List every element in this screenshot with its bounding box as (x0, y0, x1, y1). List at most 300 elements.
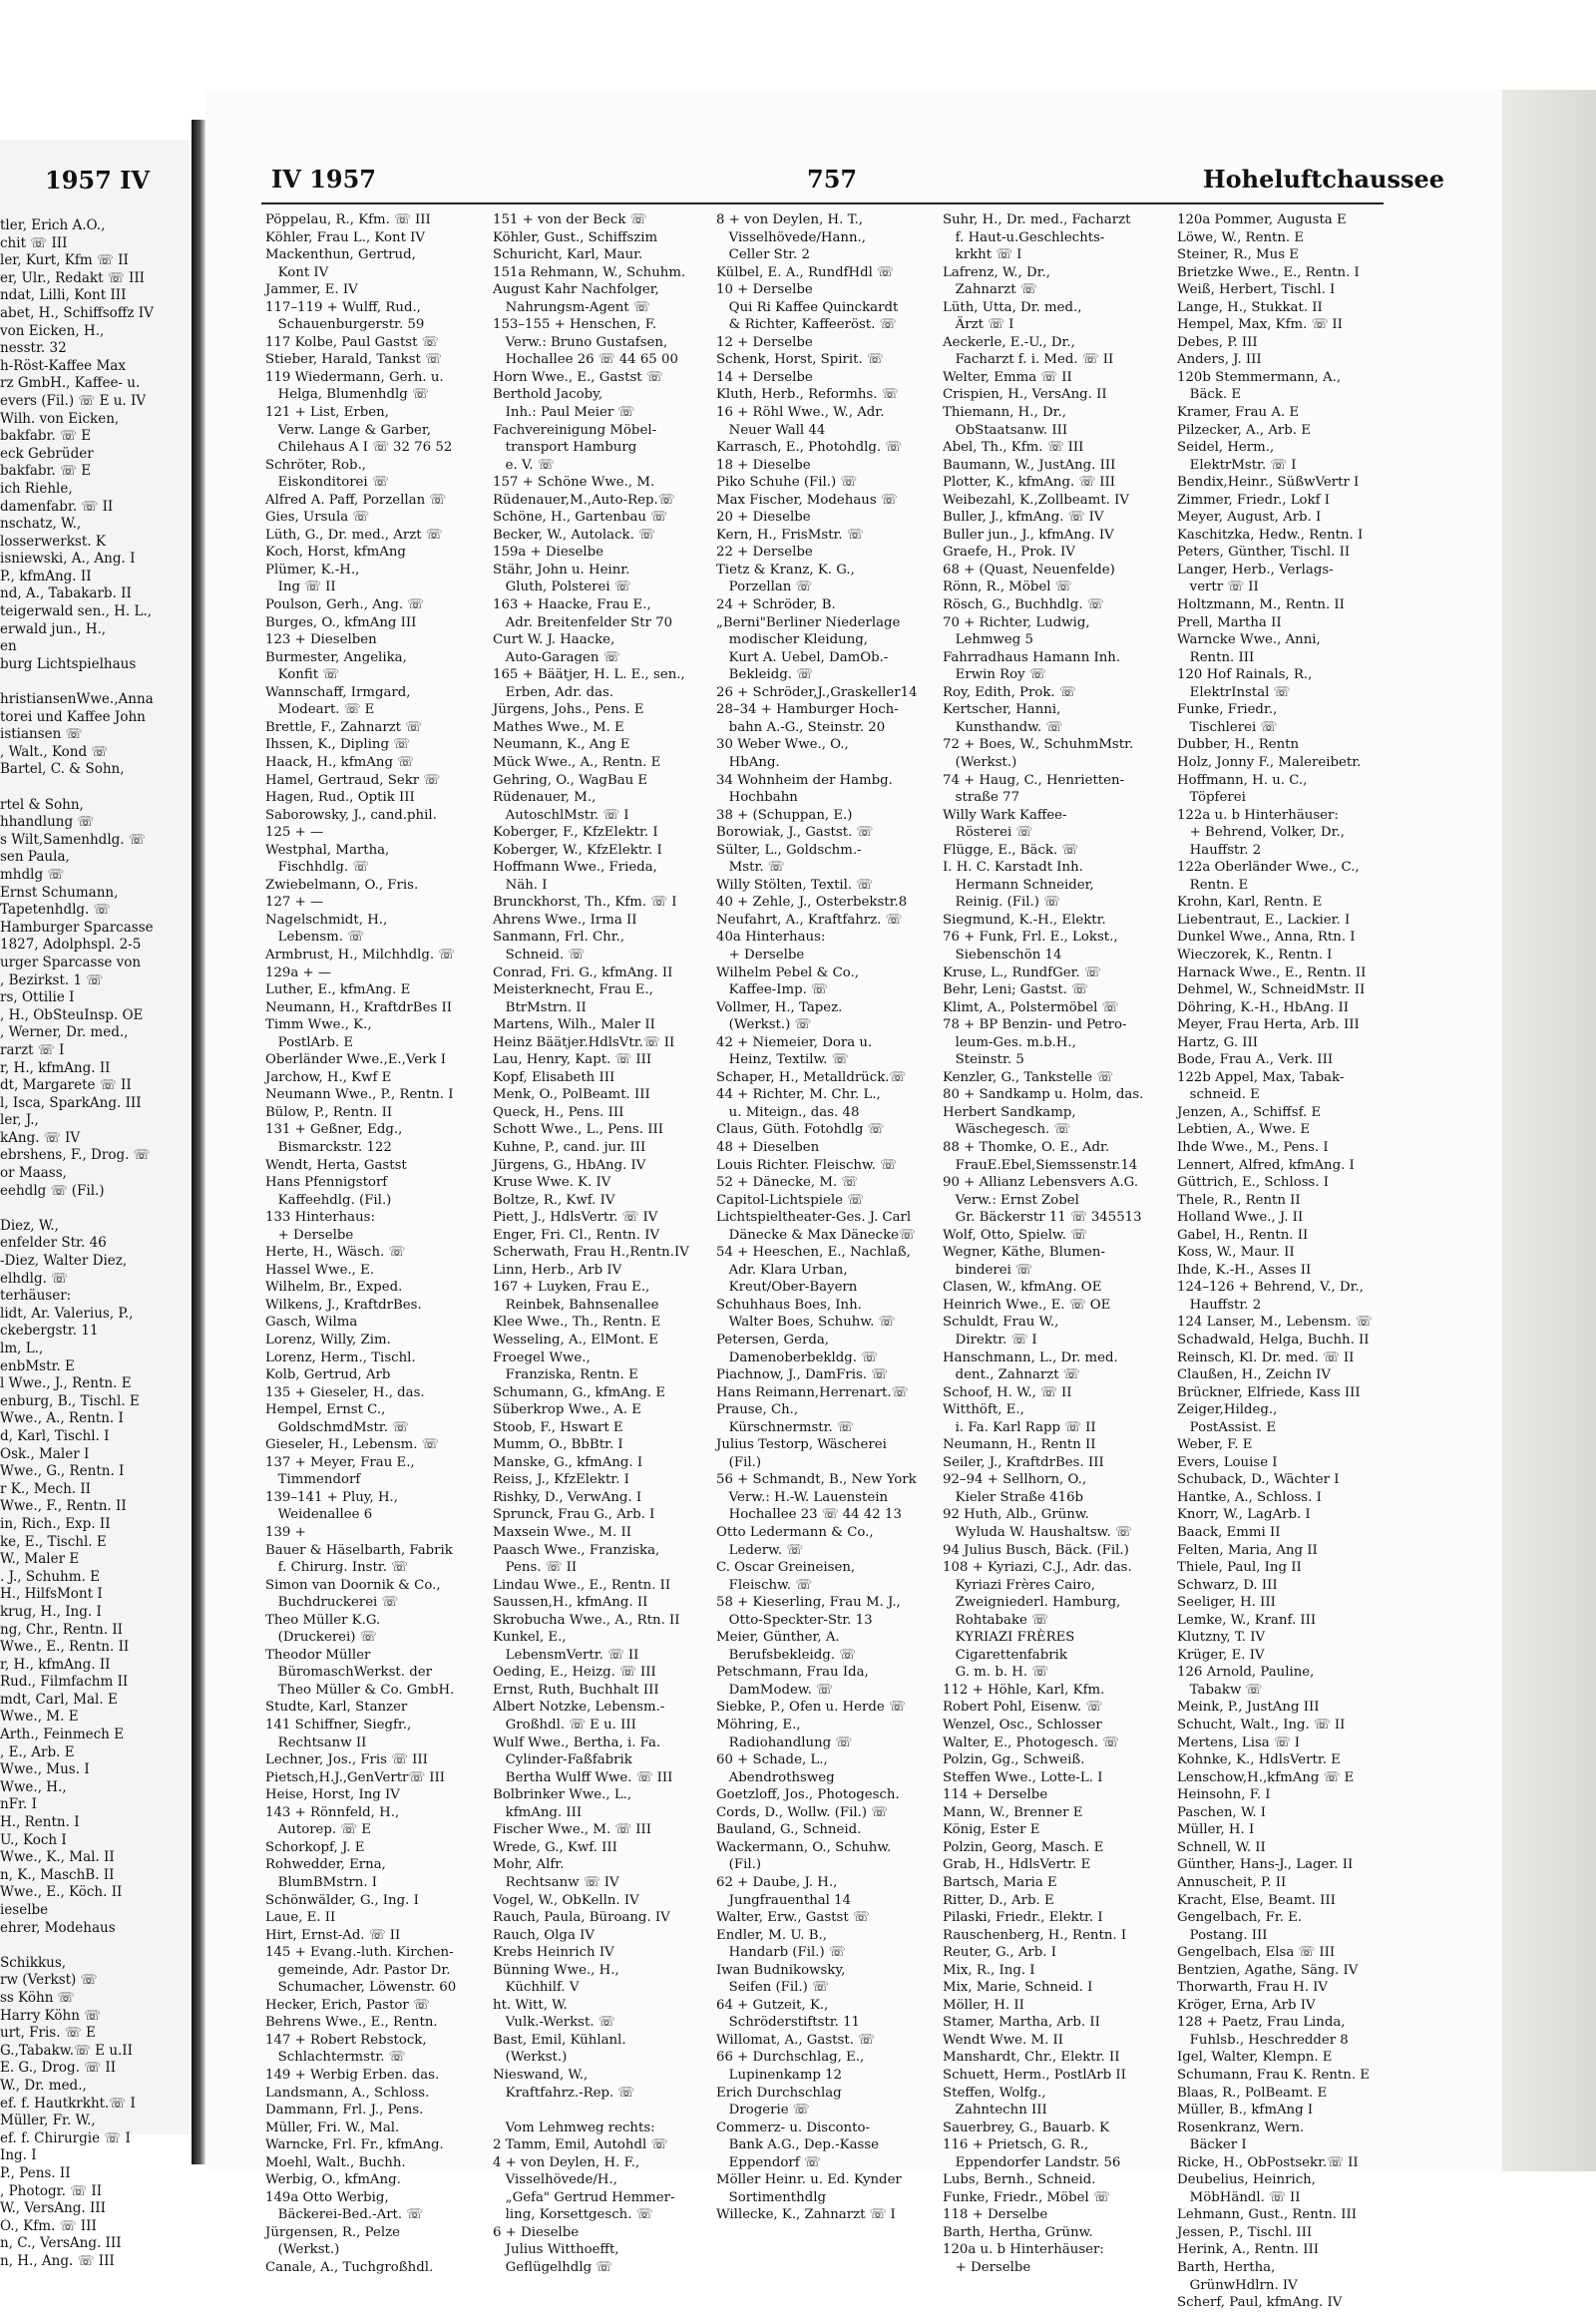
directory-entry-line: 78 + BP Benzin- und Petro- (943, 1017, 1127, 1033)
directory-entry-line: Max Fischer, Modehaus ☏ (716, 492, 898, 508)
left-entry-line: , Werner, Dr. med., (0, 1024, 129, 1041)
left-entry-line: lm, L., (0, 1341, 44, 1356)
left-entry-line: rtel & Sohn, (0, 796, 84, 813)
left-entry-line: lidt, Ar. Valerius, P., (0, 1305, 134, 1322)
directory-entry-line: Willy Stölten, Textil. ☏ (716, 877, 874, 893)
directory-entry-line: Vom Lehmweg rechts: (493, 2119, 655, 2135)
directory-entry-line: Mix, Marie, Schneid. I (943, 1980, 1093, 1996)
directory-entry-line: Pietsch,H.J.,GenVertr☏ III (265, 1769, 446, 1785)
directory-entry-line: Scherwath, Frau H.,Rentn.IV (493, 1245, 689, 1261)
left-entry-line: bakfabr. ☏ E (0, 428, 92, 445)
directory-entry-line: 120a u. b Hinterhäuser: (943, 2242, 1104, 2258)
directory-entry-line: Siebke, P., Ofen u. Herde ☏ (716, 1700, 906, 1716)
directory-entry-line: Süberkrop Wwe., A. E (493, 1402, 641, 1418)
directory-entry-line: Kaffeehdlg. (Fil.) (265, 1192, 392, 1208)
directory-entry-line: Handarb (Fil.) ☏ (716, 1945, 846, 1961)
directory-entry-line: Neumann, K., Ang E (493, 737, 630, 753)
left-entry-line: bakfabr. ☏ E (0, 463, 92, 480)
directory-entry-line: 149 + Werbig Erben. das. (265, 2067, 440, 2083)
left-entry-line: r, H., kfmAng. II (0, 1656, 111, 1673)
directory-entry-line: Paschen, W. I (1177, 1804, 1267, 1820)
directory-entry-line: Rohwedder, Erna, (265, 1857, 386, 1873)
directory-entry-line: 123 + Dieselben (265, 632, 377, 648)
directory-entry-line: Burmester, Angelika, (265, 649, 407, 665)
directory-entry-line: + Derselbe (943, 2259, 1031, 2275)
directory-entry-line: „Berni"Berliner Niederlage (716, 614, 901, 630)
directory-entry-line: Ernst, Ruth, Buchhalt III (493, 1682, 659, 1698)
directory-entry-line: 90 + Allianz Lebensvers A.G. (943, 1175, 1139, 1191)
directory-entry-line: Lüth, G., Dr. med., Arzt ☏ (265, 527, 443, 543)
directory-entry-line: Bülow, P., Rentn. II (265, 1104, 393, 1120)
directory-entry-line: ling, Korsettgesch. ☏ (493, 2207, 653, 2223)
directory-entry-line: + Derselbe (716, 947, 805, 963)
directory-entry-line: Damenoberbekldg. ☏ (716, 1349, 878, 1365)
directory-entry-line: Moehl, Walt., Buchh. (265, 2154, 406, 2170)
left-entry-line (0, 673, 190, 691)
directory-entry-line: Dehmel, W., SchneidMstr. II (1177, 982, 1366, 998)
directory-entry-line: Hochallee 26 ☏ 44 65 00 (493, 352, 678, 368)
directory-entry-line: Bertha Wulff Wwe. ☏ III (493, 1769, 673, 1785)
left-entry-line: eehdlg ☏ (Fil.) (0, 1182, 105, 1199)
directory-entry-line: Sprunck, Frau G., Arb. I (493, 1507, 655, 1523)
directory-entry-line: Burges, O., kfmAng III (265, 614, 417, 630)
directory-entry-line: Saborowsky, J., cand.phil. (265, 807, 437, 823)
directory-entry-line: Koberger, F., KfzElektr. I (493, 825, 658, 841)
directory-entry-line: Gengelbach, Elsa ☏ III (1177, 1945, 1336, 1961)
directory-entry-line: BüromaschWerkst. der (265, 1665, 432, 1681)
directory-entry-line: Vulk.-Werkst. ☏ (493, 2015, 615, 2031)
book-gutter (192, 120, 205, 2164)
directory-entry-line: Igel, Walter, Klempn. E (1177, 2050, 1333, 2066)
directory-entry-line: Mück Wwe., A., Rentn. E (493, 754, 661, 770)
left-entry-line: l Wwe., J., Rentn. E (0, 1375, 132, 1392)
directory-entry-line: G. m. b. H. ☏ (943, 1665, 1048, 1681)
directory-entry-line: (Fil.) (716, 1857, 762, 1873)
directory-entry-line: 12 + Derselbe (716, 334, 813, 350)
left-entry-line: istiansen ☏ (0, 726, 83, 743)
directory-entry-line: Tabakw ☏ (1177, 1682, 1263, 1698)
left-entry-line: urt, Fris. ☏ E (0, 2025, 96, 2042)
directory-entry-line: Otto-Speckter-Str. 13 (716, 1612, 873, 1628)
directory-entry-line: Möller Heinr. u. Ed. Kynder (716, 2172, 902, 2188)
directory-entry-line: Töpferei (1177, 790, 1246, 806)
directory-entry-line: Küchhilf. V (493, 1980, 580, 1996)
directory-entry-line: Kraftfahrz.-Rep. ☏ (493, 2085, 635, 2101)
left-entry-line: Wwe., F., Rentn. II (0, 1498, 127, 1515)
directory-entry-line: Bünning Wwe., H., (493, 1962, 619, 1978)
directory-entry-line: Eiskonditorei ☏ (265, 475, 389, 491)
directory-entry-line: Berufsbekleidg. ☏ (716, 1647, 856, 1663)
directory-entry-line: Laue, E. II (265, 1910, 336, 1926)
directory-entry-line: Heinrich Wwe., E. ☏ OE (943, 1297, 1111, 1313)
directory-entry-line: Rauch, Olga IV (493, 1927, 595, 1943)
directory-entry-line: Güttrich, E., Schloss. I (1177, 1175, 1330, 1191)
directory-entry-line: Iwan Budnikowsky, (716, 1962, 846, 1978)
directory-entry-line: Ritter, D., Arb. E (943, 1892, 1054, 1908)
directory-entry-line: 118 + Derselbe (943, 2207, 1048, 2223)
directory-entry-line: leum-Ges. m.b.H., (943, 1034, 1076, 1050)
left-entry-line: tler, Erich A.O., (0, 217, 106, 233)
directory-entry-line: 76 + Funk, Frl. E., Lokst., (943, 930, 1118, 946)
directory-entry-line: 64 + Gutzeit, K., (716, 1997, 829, 2013)
directory-entry-line: Radiohandlung ☏ (716, 1734, 853, 1750)
directory-entry-line: Thele, R., Rentn II (1177, 1192, 1301, 1208)
directory-entry-line: Baumann, W., JustAng. III (943, 457, 1116, 473)
left-entry-line (0, 779, 190, 797)
directory-entry-line: 151 + von der Beck ☏ (493, 212, 647, 227)
directory-entry-line: Schwarz, D. III (1177, 1577, 1278, 1593)
directory-entry-line: Sauerbrey, G., Bauarb. K (943, 2119, 1110, 2135)
directory-entry-line: Graefe, H., Prok. IV (943, 545, 1075, 561)
left-entry-line: Harry Köhn ☏ (0, 2007, 102, 2024)
directory-entry-line: 10 + Derselbe (716, 282, 813, 298)
directory-entry-line: Willecke, K., Zahnarzt ☏ I (716, 2207, 896, 2223)
directory-entry-line: Annuscheit, P. II (1177, 1874, 1287, 1890)
directory-entry-line: MöbHändl. ☏ II (1177, 2189, 1301, 2205)
left-entry-line: evers (Fil.) ☏ E u. IV (0, 392, 147, 409)
directory-entry-line: Lau, Henry, Kapt. ☏ III (493, 1052, 652, 1068)
left-entry-line: von Eicken, H., (0, 322, 105, 339)
directory-entry-line: Schumann, Frau K. Rentn. E (1177, 2067, 1370, 2083)
left-entry-line: Müller, Fr. W., (0, 2113, 96, 2129)
directory-entry-line: Ihde Wwe., M., Pens. I (1177, 1139, 1329, 1155)
left-entry-line: . J., Schuhm. E (0, 1568, 100, 1585)
directory-entry-line: Hagen, Rud., Optik III (265, 790, 415, 806)
directory-entry-line: Rishky, D., VerwAng. I (493, 1489, 642, 1505)
directory-entry-line: Sortimenthdlg (716, 2189, 826, 2205)
directory-entry-line: Willomat, A., Gastst. ☏ (716, 2032, 875, 2048)
directory-entry-line: 58 + Kieserling, Frau M. J., (716, 1595, 901, 1611)
directory-entry-line: Eppendorf ☏ (716, 2154, 821, 2170)
directory-entry-line: Schuldt, Frau W., (943, 1315, 1059, 1331)
directory-entry-line: Westphal, Martha, (265, 842, 390, 858)
directory-entry-line: ElektrInstal ☏ (1177, 684, 1291, 700)
header-rule (261, 202, 1384, 204)
directory-entry-line: Fachvereinigung Möbel- (493, 422, 657, 438)
directory-entry-line: Brettle, F., Zahnarzt ☏ (265, 719, 422, 735)
directory-entry-line: Brunckhorst, Th., Kfm. ☏ I (493, 895, 677, 911)
directory-entry-line: Theodor Müller (265, 1647, 371, 1663)
left-entry-line: rs, Ottilie I (0, 989, 75, 1006)
directory-entry-line: Bolbrinker Wwe., L., (493, 1787, 632, 1803)
directory-entry-line: 92–94 + Sellhorn, O., (943, 1472, 1087, 1488)
directory-entry-line: Tietz & Kranz, K. G., (716, 562, 855, 578)
directory-entry-line: Gluth, Polsterei ☏ (493, 579, 631, 595)
directory-entry-line: 131 + Geßner, Edg., (265, 1122, 403, 1138)
directory-entry-line: Ärzt ☏ I (943, 317, 1014, 333)
directory-entry-line: Bismarckstr. 122 (265, 1139, 392, 1155)
directory-entry-line: Lüth, Utta, Dr. med., (943, 299, 1082, 315)
directory-entry-line: Weiß, Herbert, Tischl. I (1177, 282, 1336, 298)
directory-entry-line: Kenzler, G., Tankstelle ☏ (943, 1069, 1113, 1085)
left-page-column (0, 217, 190, 2270)
directory-entry-line: Hans Pfennigstorf (265, 1175, 388, 1191)
directory-entry-line: Wannschaff, Irmgard, (265, 684, 411, 700)
directory-entry-line: Näh. I (493, 877, 548, 893)
left-entry-line: eck Gebrüder (0, 445, 94, 462)
directory-entry-line: Erwin Roy ☏ (943, 667, 1046, 683)
directory-entry-line: Direktr. ☏ I (943, 1333, 1037, 1348)
directory-entry-line: Schuett, Herm., PostlArb II (943, 2067, 1126, 2083)
directory-entry-line: Krebs Heinrich IV (493, 1945, 614, 1961)
left-entry-line: Wwe., G., Rentn. I (0, 1463, 125, 1480)
directory-entry-line: Schnell, W. II (1177, 1839, 1266, 1855)
directory-entry-line: Brückner, Elfriede, Kass III (1177, 1384, 1361, 1400)
directory-entry-line: Abendrothsweg (716, 1769, 835, 1785)
directory-entry-line: Möhring, E., (716, 1718, 801, 1734)
directory-entry-line: Abel, Th., Kfm. ☏ III (943, 440, 1084, 456)
directory-entry-line: 122a u. b Hinterhäuser: (1177, 807, 1339, 823)
directory-entry-line: HbAng. (716, 754, 780, 770)
directory-entry-line: 139–141 + Pluy, H., (265, 1489, 399, 1505)
directory-entry-line: Löwe, W., Rentn. E (1177, 229, 1305, 245)
directory-entry-line: Inh.: Paul Meier ☏ (493, 405, 635, 421)
directory-entry-line: 26 + Schröder,J.,Graskeller14 (716, 684, 918, 700)
directory-entry-line: Skrobucha Wwe., A., Rtn. II (493, 1612, 680, 1628)
directory-entry-line: Schorkopf, J. E (265, 1839, 365, 1855)
left-entry-line: r K., Mech. II (0, 1480, 92, 1497)
directory-entry-line: 34 Wohnheim der Hambg. (716, 772, 893, 788)
directory-entry-line: Holz, Jonny F., Malereibetr. (1177, 754, 1362, 770)
directory-entry-line: 122a Oberländer Wwe., C., (1177, 860, 1360, 876)
directory-entry-line: Timm Wwe., K., (265, 1017, 372, 1033)
left-entry-line: ef. f. Hautkrkht.☏ I (0, 2095, 136, 2112)
left-entry-line: n, K., MaschB. II (0, 1866, 115, 1883)
left-entry-line: h-Röst-Kaffee Max (0, 357, 126, 374)
directory-entry-line: Kunkel, E., (493, 1630, 567, 1646)
directory-entry-line: 40a Hinterhaus: (716, 930, 826, 946)
directory-entry-line: Müller, H. I (1177, 1822, 1255, 1838)
directory-entry-line: Schlachtermstr. ☏ (265, 2050, 406, 2066)
directory-entry-line: Kruse Wwe. K. IV (493, 1175, 611, 1191)
directory-entry-line: Meyer, Frau Herta, Arb. III (1177, 1017, 1360, 1033)
directory-entry-line: 127 + — (265, 895, 324, 911)
directory-entry-line: Wegner, Käthe, Blumen- (943, 1245, 1105, 1261)
directory-entry-line: KYRIAZI FRÈRES (943, 1630, 1075, 1646)
directory-entry-line: 44 + Richter, M. Chr. L., (716, 1087, 881, 1103)
left-entry-line: Wwe., Mus. I (0, 1761, 90, 1778)
directory-entry-line: Dammann, Frl. J., Pens. (265, 2103, 424, 2119)
directory-entry-line: Grab, H., HdlsVertr. E (943, 1857, 1091, 1873)
directory-entry-line: Rösterei ☏ (943, 825, 1033, 841)
directory-entry-line: Neumann Wwe., P., Rentn. I (265, 1087, 454, 1103)
left-entry-line: n, H., Ang. ☏ III (0, 2252, 115, 2269)
directory-entry-line: Hempel, Max, Kfm. ☏ II (1177, 317, 1343, 333)
directory-entry-line: Bauer & Häselbarth, Fabrik (265, 1542, 453, 1558)
directory-entry-line: Funke, Friedr., (1177, 702, 1278, 718)
directory-entry-line: Herbert Sandkamp, (943, 1104, 1076, 1120)
directory-entry-line: Wilhelm Pebel & Co., (716, 964, 859, 980)
left-entry-line: Wwe., E., Rentn. II (0, 1639, 130, 1656)
directory-entry-line: Chilehaus A I ☏ 32 76 52 (265, 440, 453, 456)
directory-entry-line: 151a Rehmann, W., Schuhm. (493, 264, 686, 280)
directory-entry-line: PostAssist. E (1177, 1419, 1277, 1435)
directory-entry-line: 120 Hof Rainals, R., (1177, 667, 1313, 683)
directory-entry-line: Hantke, A., Schloss. I (1177, 1489, 1322, 1505)
directory-entry-line: Walter Boes, Schuhw. ☏ (716, 1315, 896, 1331)
directory-entry-line: Hecker, Erich, Pastor ☏ (265, 1997, 430, 2013)
directory-entry-line: Lorenz, Herm., Tischl. (265, 1349, 416, 1365)
directory-entry-line: Celler Str. 2 (716, 247, 810, 263)
directory-entry-line: (Druckerei) ☏ (265, 1630, 377, 1646)
directory-entry-line: König, Ester E (943, 1822, 1040, 1838)
directory-entry-line: Köhler, Frau L., Kont IV (265, 229, 425, 245)
directory-entry-line: Hauffstr. 2 (1177, 842, 1262, 858)
directory-entry-line: Crispien, H., VersAng. II (943, 387, 1107, 403)
directory-entry-line: Ing ☏ II (265, 579, 336, 595)
left-entry-line: hristiansenWwe.,Anna (0, 691, 154, 708)
directory-entry-line: Steffen, Wolfg., (943, 2085, 1046, 2101)
directory-entry-line: Eppendorfer Landstr. 56 (943, 2154, 1121, 2170)
directory-entry-line: Weber, F. E (1177, 1437, 1253, 1453)
directory-entry-line: Visselhövede/Hann., (716, 229, 866, 245)
directory-entry-line: Hochbahn (716, 790, 798, 806)
left-entry-line: H., Rentn. I (0, 1814, 80, 1831)
directory-entry-line: gemeinde, Adr. Pastor Dr. (265, 1962, 451, 1978)
directory-entry-line: Peters, Günther, Tischl. II (1177, 545, 1351, 561)
left-entry-line: Ernst Schumann, (0, 884, 119, 901)
left-page-header: 1957 IV (45, 166, 150, 194)
directory-entry-line: 52 + Dänecke, M. ☏ (716, 1175, 859, 1191)
directory-entry-line: Adr. Klara Urban, (716, 1262, 848, 1278)
directory-entry-line: Hauffstr. 2 (1177, 1297, 1262, 1313)
directory-entry-line: Wrede, G., Kwf. III (493, 1839, 617, 1855)
directory-entry-line: Hempel, Ernst C., (265, 1402, 386, 1418)
directory-entry-line: 18 + Dieselbe (716, 457, 811, 473)
directory-entry-line: Schneid. ☏ (493, 947, 586, 963)
directory-entry-line: Bank A.G., Dep.-Kasse (716, 2137, 880, 2153)
directory-entry-line: 88 + Thomke, O. E., Adr. (943, 1139, 1110, 1155)
directory-entry-line: Lemke, W., Kranf. III (1177, 1612, 1317, 1628)
directory-entry-line: Stähr, John u. Heinr. (493, 562, 630, 578)
directory-entry-line: Saussen,H., kfmAng. II (493, 1595, 648, 1611)
directory-entry-line: Alfred A. Paff, Porzellan ☏ (265, 492, 446, 508)
directory-entry-line: Krohn, Karl, Rentn. E (1177, 895, 1323, 911)
directory-entry-line: 125 + — (265, 825, 324, 841)
left-entry-line: P., kfmAng. II (0, 568, 92, 584)
directory-entry-line: BlumBMstrn. I (265, 1874, 378, 1890)
left-entry-line: rz GmbH., Kaffee- u. (0, 375, 141, 392)
directory-entry-line: LebensmVertr. ☏ II (493, 1647, 639, 1663)
directory-entry-line: Piachnow, J., DamFris. ☏ (716, 1367, 888, 1383)
directory-entry-line: Kreut/Ober-Bayern (716, 1280, 858, 1296)
directory-entry-line: Jungfrauenthal 14 (716, 1892, 852, 1908)
directory-entry-line: Evers, Louise I (1177, 1454, 1278, 1470)
left-entry-line (0, 1937, 190, 1955)
directory-entry-line: 80 + Sandkamp u. Holm, das. (943, 1087, 1144, 1103)
directory-entry-line: Müller, B., kfmAng I (1177, 2103, 1314, 2119)
directory-entry-line: 20 + Dieselbe (716, 510, 811, 526)
directory-entry-line: Adr. Breitenfelder Str 70 (493, 614, 673, 630)
directory-entry-line: Döhring, K.-H., HbAng. II (1177, 999, 1350, 1015)
directory-entry-line: Barth, Hertha, Grünw. (943, 2224, 1093, 2240)
directory-entry-line: Herink, A., Rentn. III (1177, 2242, 1319, 2258)
left-entry-line: , H., ObSteuInsp. OE (0, 1006, 144, 1023)
directory-entry-line: Liebentraut, E., Lackier. I (1177, 912, 1351, 928)
directory-entry-line: Gieseler, H., Lebensm. ☏ (265, 1437, 439, 1453)
left-entry-line: ckebergstr. 11 (0, 1323, 99, 1340)
left-entry-line: nschatz, W., (0, 516, 82, 533)
directory-entry-line: 94 Julius Busch, Bäck. (Fil.) (943, 1542, 1129, 1558)
directory-entry-line (493, 2102, 714, 2119)
directory-entry-line: Klutzny, T. IV (1177, 1630, 1266, 1646)
directory-entry-line: Wolf, Otto, Spielw. ☏ (943, 1227, 1087, 1243)
directory-entry-line: Polzin, Georg, Masch. E (943, 1839, 1104, 1855)
directory-entry-line: Meink, P., JustAng III (1177, 1700, 1320, 1716)
directory-entry-line: Jürgens, Johs., Pens. E (493, 702, 644, 718)
directory-entry-line: Schuricht, Karl, Maur. (493, 247, 643, 263)
directory-entry-line: Reinig. (Fil.) ☏ (943, 895, 1060, 911)
directory-entry-line: Luther, E., kfmAng. E (265, 982, 411, 998)
directory-entry-line: Landsmann, A., Schloss. (265, 2085, 430, 2101)
directory-entry-line: Steinstr. 5 (943, 1052, 1024, 1068)
directory-entry-line: 22 + Derselbe (716, 545, 813, 561)
directory-column-1 (265, 211, 487, 2275)
directory-entry-line: Schönwälder, G., Ing. I (265, 1892, 419, 1908)
directory-entry-line: 163 + Haacke, Frau E., (493, 597, 651, 613)
directory-entry-line: Harnack Wwe., E., Rentn. II (1177, 964, 1367, 980)
left-entry-line: enburg, B., Tischl. E (0, 1392, 140, 1409)
directory-entry-line: Fischhdlg. ☏ (265, 860, 369, 876)
directory-entry-line: Zahntechn III (943, 2103, 1047, 2119)
directory-entry-line: 143 + Rönnfeld, H., (265, 1804, 400, 1820)
directory-entry-line: Endler, M. U. B., (716, 1927, 827, 1943)
directory-entry-line: Claus, Güth. Fotohdlg ☏ (716, 1122, 885, 1138)
directory-entry-line: Schröderstiftstr. 11 (716, 2015, 861, 2031)
directory-entry-line: Otto Ledermann & Co., (716, 1525, 874, 1541)
directory-entry-line: Mohr, Alfr. (493, 1857, 565, 1873)
directory-entry-line: Petersen, Gerda, (716, 1333, 830, 1348)
directory-entry-line: Kertscher, Hanni, (943, 702, 1061, 718)
left-entry-line: sen Paula, (0, 849, 70, 866)
directory-entry-line: i. Fa. Karl Rapp ☏ II (943, 1419, 1096, 1435)
left-entry-line: Rud., Filmfachm II (0, 1674, 129, 1691)
directory-entry-line: Heinz, Textilw. ☏ (716, 1052, 849, 1068)
directory-entry-line: Müller, Fri. W., Mal. (265, 2119, 400, 2135)
directory-entry-line: Rüdenauer,M.,Auto-Rep.☏ (493, 492, 675, 508)
directory-entry-line: & Richter, Kaffeeröst. ☏ (716, 317, 897, 333)
directory-entry-line: Kluth, Herb., Reformhs. ☏ (716, 387, 899, 403)
left-entry-line: , E., Arb. E (0, 1743, 75, 1760)
left-entry-line: ler, Kurt, Kfm ☏ II (0, 252, 129, 269)
directory-entry-line: f. Haut-u.Geschlechts- (943, 229, 1105, 245)
directory-entry-line: Steffen Wwe., Lotte-L. I (943, 1769, 1103, 1785)
directory-entry-line: Felten, Maria, Ang II (1177, 1542, 1318, 1558)
directory-entry-line: Kern, H., FrisMstr. ☏ (716, 527, 864, 543)
directory-entry-line: Berthold Jacoby, (493, 387, 603, 403)
directory-entry-line: Kont IV (265, 264, 329, 280)
directory-entry-line: Autorep. ☏ E (265, 1822, 371, 1838)
directory-entry-line: Buller jun., J., kfmAng. IV (943, 527, 1114, 543)
left-entry-line: abet, H., Schiffsoffz IV (0, 304, 154, 321)
directory-entry-line: 70 + Richter, Ludwig, (943, 614, 1090, 630)
directory-entry-line: + Behrend, Volker, Dr., (1177, 825, 1345, 841)
directory-entry-line: Lafrenz, W., Dr., (943, 264, 1050, 280)
directory-entry-line: 124 Lanser, M., Lebensm. ☏ (1177, 1315, 1373, 1331)
directory-entry-line: Bäckerei-Bed.-Art. ☏ (265, 2207, 423, 2223)
directory-entry-line: 6 + Dieselbe (493, 2224, 580, 2240)
directory-entry-line: C. Oscar Greineisen, (716, 1560, 856, 1576)
directory-entry-line: Fleischw. ☏ (716, 1577, 812, 1593)
directory-entry-line: Schadwald, Helga, Buchh. II (1177, 1333, 1370, 1348)
directory-entry-line: Lange, H., Stukkat. II (1177, 299, 1323, 315)
directory-entry-line: Wulf Wwe., Bertha, i. Fa. (493, 1734, 661, 1750)
directory-entry-line: Drogerie ☏ (716, 2103, 810, 2119)
directory-entry-line: AutoschlMstr. ☏ I (493, 807, 629, 823)
directory-entry-line: Lechner, Jos., Fris ☏ III (265, 1752, 428, 1768)
directory-entry-line: Herte, H., Wäsch. ☏ (265, 1245, 406, 1261)
directory-entry-line: DamModew. ☏ (716, 1682, 833, 1698)
